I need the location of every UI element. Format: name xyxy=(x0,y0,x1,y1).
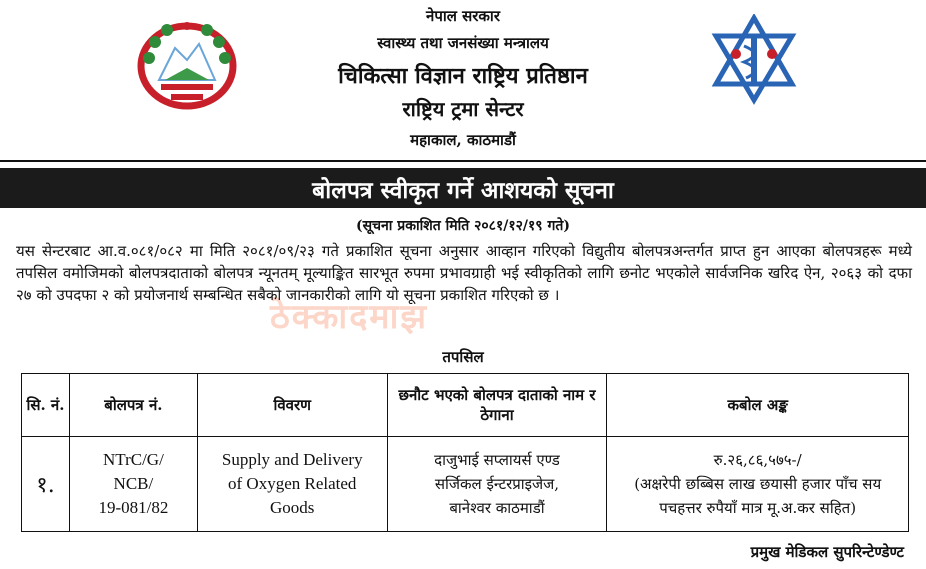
institution-name: चिकित्सा विज्ञान राष्ट्रिय प्रतिष्ठान xyxy=(338,63,588,89)
bidder-line: सर्जिकल ईन्टरप्राइजेज, xyxy=(434,475,560,493)
bid-table xyxy=(21,373,909,532)
notice-title: बोलपत्र स्वीकृत गर्ने आशयको सूचना xyxy=(312,177,614,204)
header-bid-no: बोलपत्र नं. xyxy=(69,374,197,437)
cell-bidder xyxy=(387,437,607,532)
bidder-line: बानेश्वर काठमाडौं xyxy=(449,499,545,517)
description-line: Supply and Delivery xyxy=(221,450,363,469)
watermark: ठेक्कादमाझ xyxy=(270,297,429,337)
header-divider xyxy=(0,160,926,162)
government-name: नेपाल सरकार xyxy=(426,7,500,25)
ministry-name: स्वास्थ्य तथा जनसंख्या मन्त्रालय xyxy=(377,34,549,52)
publication-date: (सूचना प्रकाशित मिति २०८१/१२/१९ गते) xyxy=(356,218,570,234)
bid-no-line: NTrC/G/ xyxy=(103,450,164,469)
amount-words-line: (अक्षरेपी छब्बिस लाख छयासी हजार पाँच सय xyxy=(634,475,882,493)
cell-sn: १. xyxy=(22,437,70,532)
location: महाकाल, काठमाडौं xyxy=(410,131,516,149)
cell-description xyxy=(197,437,387,532)
bid-no-line: 19-081/82 xyxy=(98,498,169,517)
amount-words-line: पचहत्तर रुपैयाँ मात्र मू.अ.कर सहित) xyxy=(659,499,857,517)
bid-no-line: NCB/ xyxy=(113,474,154,493)
schedule-label: तपसिल xyxy=(442,348,484,366)
header-amount: कबोल अङ्क xyxy=(607,374,909,437)
notice-body: यस सेन्टरबाट आ.व.०८१/०८२ मा मिति २०८१/०९/२३ गते प्रकाशित सूचना अनुसार आव्हान गरिएको विद्युतीय बोलपत्रअन्तर्गत प्राप्त हुन आएका बोलपत्रहरू मध्ये तपसिल वमोजिमको बोलपत्रदाताको बोलपत्र न्यूनतम् मूल्याङ्कित सारभूत रुपमा प्रभावग्राही भई स्वीकृतिको लागि छनोट भएकोले सार्वजनिक खरिद ऐन, २०६३ को दफा २७ को उपदफा २ को प्रयोजनार्थ सम्बन्धित सबैको जानकारीको लागि यो सूचना प्रकाशित गरिएको छ । xyxy=(16,242,912,304)
signatory-title: प्रमुख मेडिकल सुपरिन्टेण्डेण्ट xyxy=(750,543,904,561)
center-name: राष्ट्रिय ट्रमा सेन्टर xyxy=(402,97,524,121)
header-bidder: छनौट भएको बोलपत्र दाताको नाम र ठेगाना xyxy=(387,374,607,437)
header-description: विवरण xyxy=(197,374,387,437)
cell-amount xyxy=(607,437,909,532)
table-header-row xyxy=(22,374,909,437)
amount-figure: रु.२६,८६,५७५-/ xyxy=(713,451,802,469)
cell-bid-no xyxy=(69,437,197,532)
header-sn: सि. नं. xyxy=(22,374,70,437)
description-line: of Oxygen Related xyxy=(228,474,357,493)
table-row xyxy=(22,437,909,532)
description-line: Goods xyxy=(270,498,315,517)
bidder-line: दाजुभाई सप्लायर्स एण्ड xyxy=(434,451,560,469)
